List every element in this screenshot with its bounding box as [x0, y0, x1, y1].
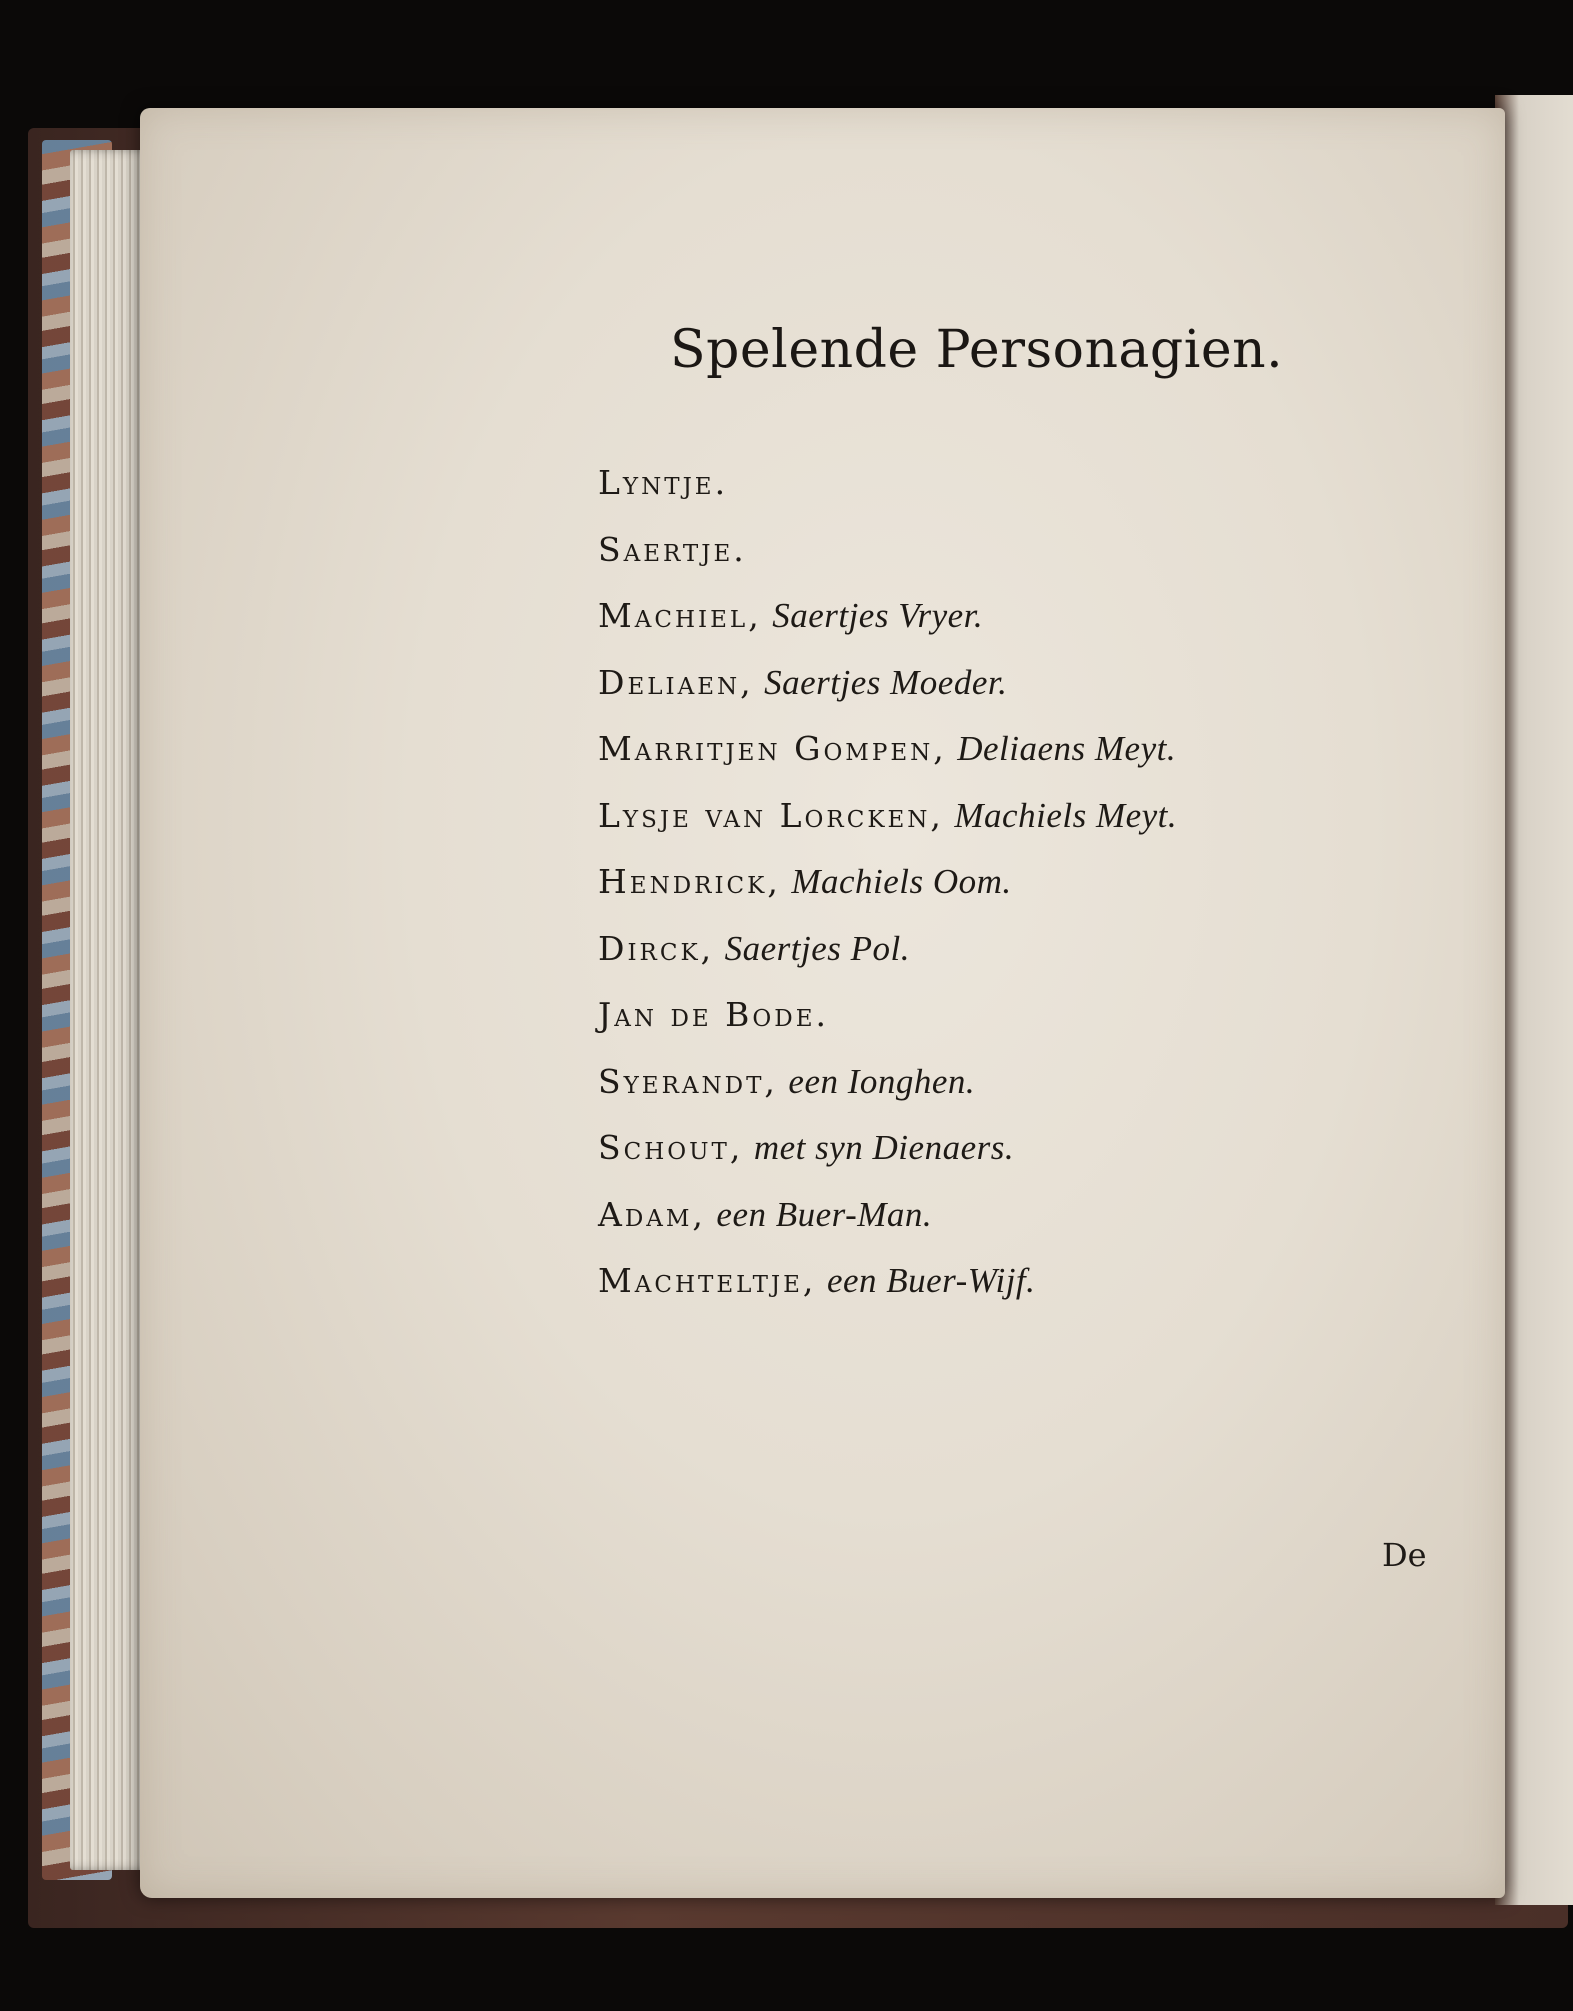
character-role: Machiels Meyt. — [954, 795, 1178, 835]
catchword: De — [1382, 1536, 1427, 1574]
cast-entry — [598, 857, 1358, 924]
cast-entry — [598, 1057, 1358, 1124]
cast-entry — [598, 724, 1358, 791]
cast-entry — [598, 458, 1358, 525]
cast-entry — [598, 791, 1358, 858]
cast-entry — [598, 1190, 1358, 1257]
cast-entry — [598, 990, 1358, 1057]
character-role: Saertjes Pol. — [724, 928, 911, 968]
cast-entry — [598, 1256, 1358, 1323]
page-title: Spelende Personagien. — [670, 320, 1284, 380]
character-name: Hendrick, — [598, 862, 781, 901]
character-role: een Ionghen. — [788, 1061, 976, 1101]
cast-entry — [598, 1123, 1358, 1190]
character-name: Dirck, — [598, 928, 715, 968]
character-name: Lyntje. — [598, 463, 729, 502]
facing-page-edge — [1495, 95, 1573, 1905]
cast-entry — [598, 525, 1358, 592]
character-name: Schout, — [598, 1128, 744, 1167]
character-name: Saertje. — [598, 529, 747, 569]
cast-entry — [598, 924, 1358, 991]
character-name: Machiel, — [598, 596, 762, 635]
character-name: Jan de Bode. — [598, 995, 829, 1034]
character-role: Machiels Oom. — [791, 862, 1012, 901]
cast-entry — [598, 658, 1358, 725]
character-name: Marritjen Gompen, — [598, 729, 947, 768]
cast-entry — [598, 591, 1358, 658]
character-role: een Buer-Man. — [716, 1194, 933, 1234]
character-name: Syerandt, — [598, 1061, 778, 1101]
character-role: Saertjes Vryer. — [772, 596, 984, 635]
character-role: Saertjes Moeder. — [764, 662, 1008, 702]
character-name: Machteltje, — [598, 1261, 817, 1300]
character-role: met syn Dienaers. — [753, 1128, 1015, 1167]
character-name: Lysje van Lorcken, — [598, 795, 944, 835]
character-role: een Buer-Wijf. — [826, 1261, 1036, 1300]
character-name: Deliaen, — [598, 662, 754, 702]
character-role: Deliaens Meyt. — [957, 729, 1177, 768]
cast-list — [598, 458, 1358, 1323]
character-name: Adam, — [598, 1194, 706, 1234]
